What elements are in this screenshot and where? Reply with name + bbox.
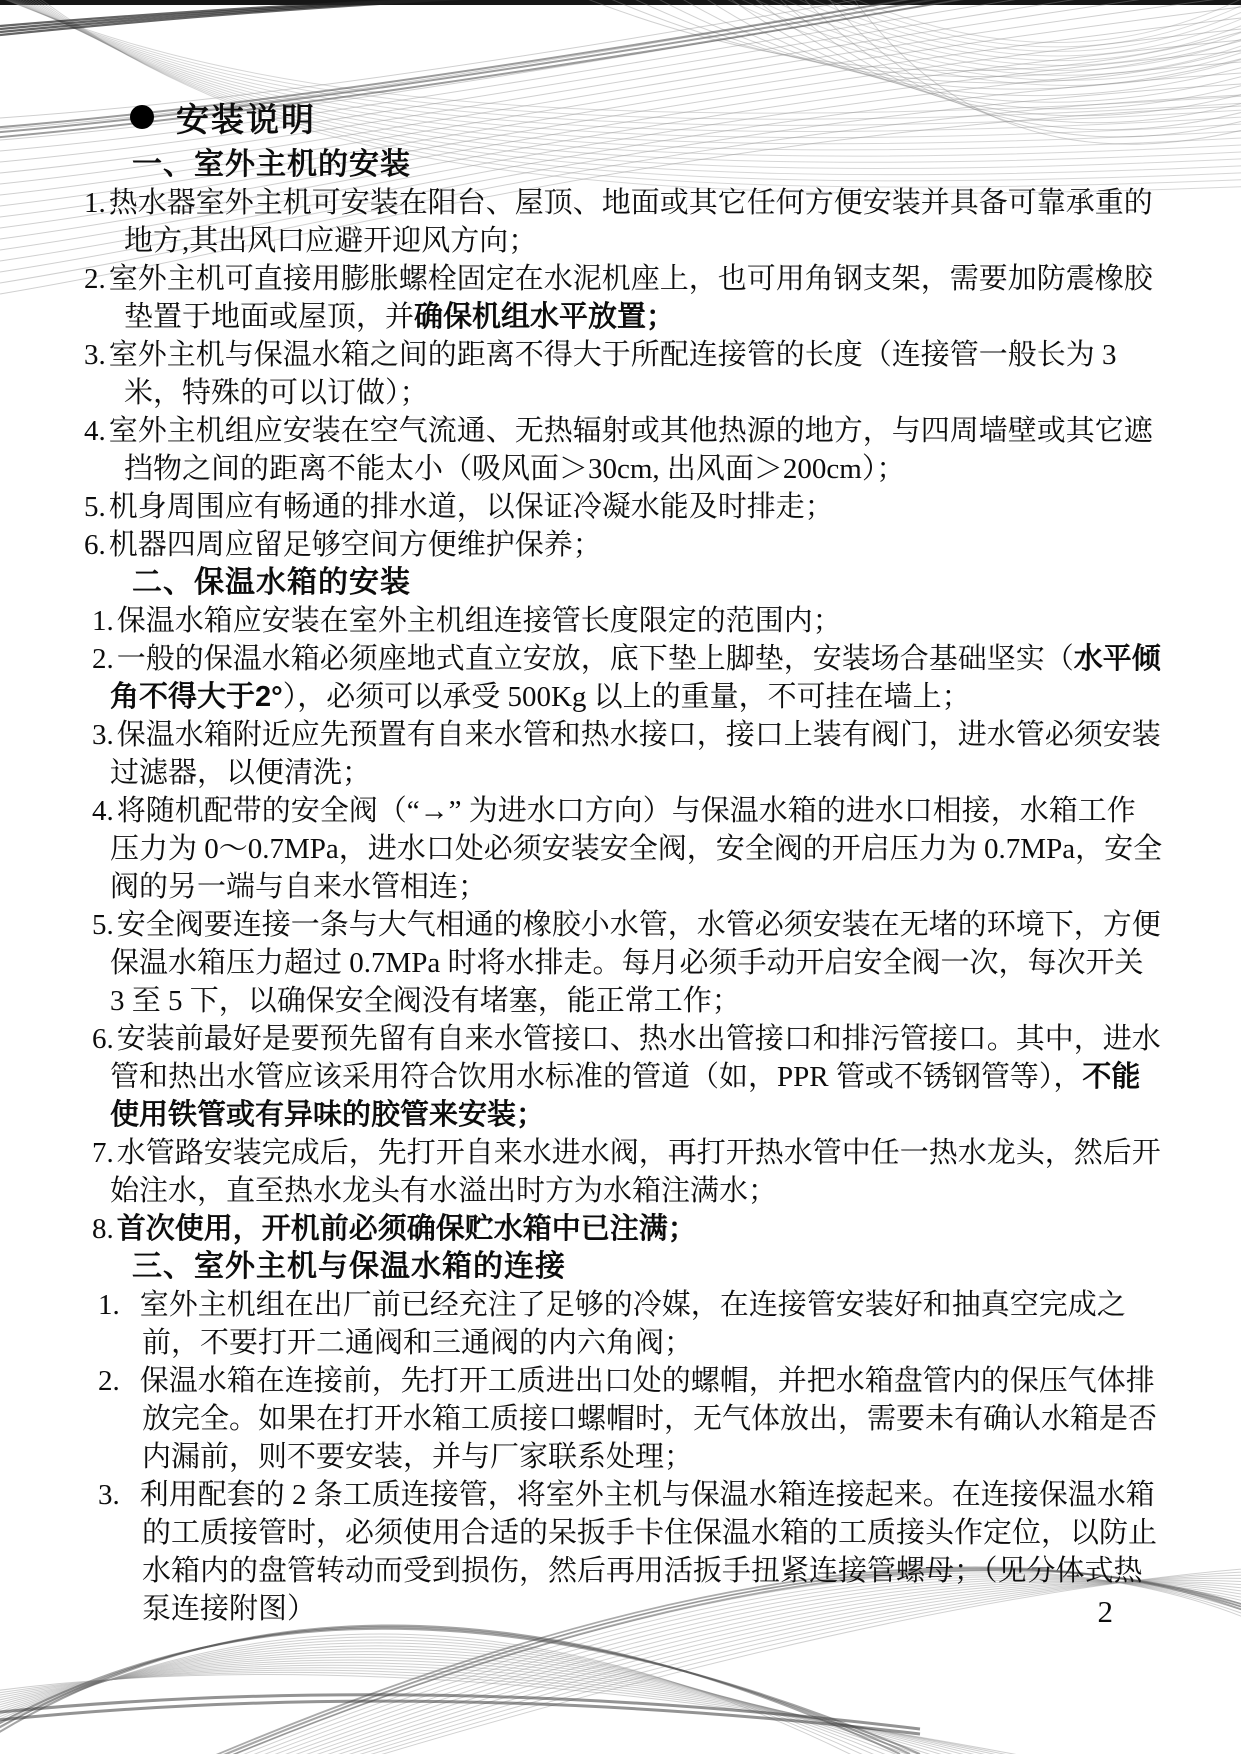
list-item <box>84 412 1164 488</box>
item-text-segment: 利用配套的 2 条工质连接管，将室外主机与保温水箱连接起来。在连接保温水箱的工质接管时，必须使用合适的呆扳手卡住保温水箱的工质接头作定位，以防止水箱内的盘管转动而受到损伤，然后再用活扳手扭紧连接管螺母；（见分体式热泵连接附图） <box>139 1479 1158 1625</box>
item-number: 1. <box>98 1289 120 1321</box>
list-item <box>84 792 1164 906</box>
list-item <box>84 640 1164 716</box>
item-number: 8. <box>92 1213 114 1245</box>
list-item <box>84 184 1164 260</box>
list-item <box>84 488 1164 526</box>
list-item <box>84 1134 1164 1210</box>
section <box>84 146 1164 564</box>
list-item <box>84 526 1164 564</box>
item-text-segment: 保温水箱附近应先预置有自来水管和热水接口，接口上装有阀门，进水管必须安装过滤器，以便清洗； <box>110 719 1161 789</box>
list-item <box>84 336 1164 412</box>
item-number: 4. <box>92 795 114 827</box>
item-number: 2. <box>98 1365 120 1397</box>
item-number: 7. <box>92 1137 114 1169</box>
list-item <box>84 1286 1164 1362</box>
item-number: 4. <box>84 415 106 447</box>
item-number: 5. <box>92 909 114 941</box>
section <box>84 1248 1164 1628</box>
item-number: 1. <box>92 605 114 637</box>
item-text-segment: 首次使用，开机前必须确保贮水箱中已注满； <box>116 1213 697 1245</box>
item-number: 5. <box>84 491 106 523</box>
list-item <box>84 1020 1164 1134</box>
item-number: 6. <box>84 529 106 561</box>
item-text-segment: ），必须可以承受 500Kg 以上的重量，不可挂在墙上； <box>282 681 971 713</box>
section-heading: 一、室外主机的安装 <box>132 148 411 181</box>
item-text-segment: 机身周围应有畅通的排水道，以保证冷凝水能及时排走； <box>108 491 834 523</box>
list-item <box>84 1362 1164 1476</box>
item-text-segment: 室外主机组应安装在空气流通、无热辐射或其他热源的地方，与四周墙壁或其它遮挡物之间的距离不能太小（吸风面＞30cm, 出风面＞200cm）； <box>108 415 1153 485</box>
section-heading: 二、保温水箱的安装 <box>132 566 411 599</box>
item-number: 1. <box>84 187 106 219</box>
item-text-segment: 机器四周应留足够空间方便维护保养； <box>108 529 602 561</box>
list-item <box>84 906 1164 1020</box>
item-number: 3. <box>84 339 106 371</box>
item-text-segment: 不能使用铁管或有异味的胶管来安装； <box>110 1061 1141 1131</box>
item-text-segment: 热水器室外主机可安装在阳台、屋顶、地面或其它任何方便安装并具备可靠承重的地方,其出风口应避开迎风方向； <box>108 187 1153 257</box>
item-number: 2. <box>84 263 106 295</box>
bullet-icon <box>130 105 154 129</box>
page-number: 2 <box>1097 1594 1113 1629</box>
item-text-segment: 保温水箱在连接前，先打开工质进出口处的螺帽，并把水箱盘管内的保压气体排放完全。如果在打开水箱工质接口螺帽时，无气体放出，需要未有确认水箱是否内漏前，则不要安装，并与厂家联系处理； <box>139 1365 1158 1473</box>
list-item <box>84 1476 1164 1628</box>
section <box>84 564 1164 1248</box>
item-text-segment: 安全阀要连接一条与大气相通的橡胶小水管，水管必须安装在无堵的环境下，方便保温水箱压力超过 0.7MPa 时将水排走。每月必须手动开启安全阀一次，每次开关 3 至 5 下，以确保安全阀没有堵塞，能正常工作； <box>110 909 1161 1017</box>
page-title <box>130 94 1164 140</box>
item-text-segment: 保温水箱应安装在室外主机组连接管长度限定的范围内； <box>116 605 842 637</box>
item-text-segment: 一般的保温水箱必须座地式直立安放，底下垫上脚垫，安装场合基础坚实（ <box>116 643 1074 675</box>
list-item <box>84 1210 1164 1248</box>
item-text-segment: 室外主机可直接用膨胀螺栓固定在水泥机座上，也可用角钢支架，需要加防震橡胶垫置于地面或屋顶，并 <box>108 263 1153 333</box>
item-text-segment: 将随机配带的安全阀（“→” 为进水口方向）与保温水箱的进水口相接，水箱工作压力为 0～0.7MPa，进水口处必须安装安全阀，安全阀的开启压力为 0.7MPa，安全阀的另一端与自来水管相连； <box>110 795 1163 903</box>
item-text-segment: 室外主机与保温水箱之间的距离不得大于所配连接管的长度（连接管一般长为 3 米，特殊的可以订做）； <box>108 339 1117 409</box>
item-number: 3. <box>98 1479 120 1511</box>
page-title-text: 安装说明 <box>176 100 316 138</box>
item-text-segment: 确保机组水平放置； <box>414 301 676 333</box>
item-text-segment: 水平倾角不得大于2° <box>110 643 1161 713</box>
list-item <box>84 260 1164 336</box>
item-number: 2. <box>92 643 114 675</box>
item-text-segment: 水管路安装完成后，先打开自来水进水阀，再打开热水管中任一热水龙头，然后开始注水，直至热水龙头有水溢出时方为水箱注满水； <box>110 1137 1161 1207</box>
document-content <box>84 94 1164 1628</box>
section-heading: 三、室外主机与保温水箱的连接 <box>132 1250 566 1283</box>
item-number: 6. <box>92 1023 114 1055</box>
item-text-segment: 室外主机组在出厂前已经充注了足够的冷媒，在连接管安装好和抽真空完成之前，不要打开二通阀和三通阀的内六角阀； <box>139 1289 1126 1359</box>
list-item <box>84 716 1164 792</box>
list-item <box>84 602 1164 640</box>
item-text-segment: 安装前最好是要预先留有自来水管接口、热水出管接口和排污管接口。其中，进水管和热出水管应该采用符合饮用水标准的管道（如，PPR 管或不锈钢管等）， <box>110 1023 1161 1093</box>
sections <box>84 146 1164 1628</box>
item-number: 3. <box>92 719 114 751</box>
